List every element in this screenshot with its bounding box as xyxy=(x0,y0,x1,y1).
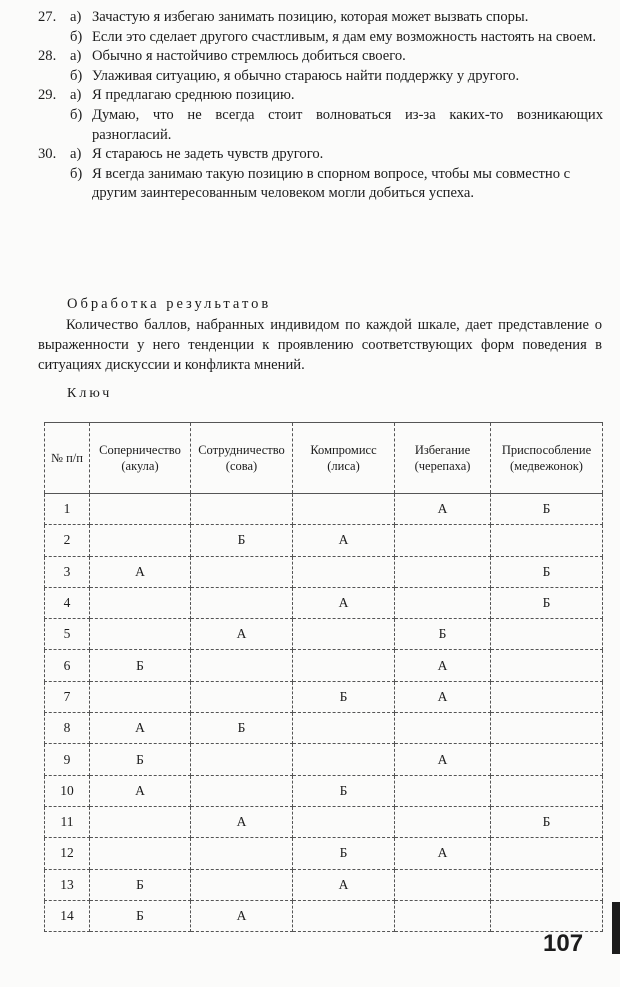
table-cell xyxy=(395,587,491,618)
table-cell: А xyxy=(90,713,191,744)
table-cell xyxy=(395,869,491,900)
table-row xyxy=(45,869,603,900)
table-cell xyxy=(191,869,293,900)
table-row xyxy=(45,681,603,712)
option-label: а) xyxy=(70,9,82,25)
key-table-body xyxy=(45,494,603,932)
table-cell: Б xyxy=(293,838,395,869)
table-cell xyxy=(191,556,293,587)
table-row xyxy=(45,650,603,681)
table-cell: А xyxy=(191,806,293,837)
column-header: Соперничество (акула) xyxy=(90,423,191,494)
table-cell: Б xyxy=(90,869,191,900)
table-cell: Б xyxy=(491,806,603,837)
column-header: Избегание (черепаха) xyxy=(395,423,491,494)
option-label: а) xyxy=(70,87,82,104)
table-cell xyxy=(191,744,293,775)
table-row xyxy=(45,713,603,744)
key-table xyxy=(44,422,603,932)
table-cell xyxy=(395,525,491,556)
table-cell: Б xyxy=(191,713,293,744)
column-header: Приспособление (медвежонок) xyxy=(491,423,603,494)
table-cell xyxy=(491,681,603,712)
table-row xyxy=(45,900,603,931)
table-cell xyxy=(90,494,191,525)
table-cell: Б xyxy=(395,619,491,650)
row-number-cell: 1 xyxy=(45,494,90,525)
table-cell xyxy=(395,556,491,587)
row-number-cell: 3 xyxy=(45,556,90,587)
section-paragraph: Количество баллов, набранных индивидом по каждой шкале, дает представление о выраженности у него тенденции к проявлению соответствующих форм поведения в ситуациях дискуссии и конфликта мнений. xyxy=(38,317,602,373)
table-cell: А xyxy=(293,587,395,618)
option-a-text: Я стараюсь не задеть чувств другого. xyxy=(92,146,324,163)
question-number: 29. xyxy=(38,87,57,104)
table-cell xyxy=(293,650,395,681)
table-cell xyxy=(395,806,491,837)
table-cell: А xyxy=(395,681,491,712)
table-row xyxy=(45,838,603,869)
row-number-cell: 9 xyxy=(45,744,90,775)
table-cell xyxy=(191,650,293,681)
row-number-cell: 12 xyxy=(45,838,90,869)
table-row xyxy=(45,744,603,775)
row-number-cell: 8 xyxy=(45,713,90,744)
row-number-cell: 5 xyxy=(45,619,90,650)
table-cell xyxy=(491,713,603,744)
option-a-text: Зачастую я избегаю занимать позицию, которая может вызвать споры. xyxy=(92,9,529,25)
table-cell xyxy=(491,619,603,650)
table-cell: А xyxy=(395,838,491,869)
question-29 xyxy=(38,86,603,145)
option-label: б) xyxy=(70,67,83,84)
option-b-text: Думаю, что не всегда стоит волноваться из-за каких-то возникающих разногласий. xyxy=(92,106,603,143)
row-number-cell: 13 xyxy=(45,869,90,900)
questions-list xyxy=(38,8,603,204)
key-title: Ключ xyxy=(67,386,113,401)
table-cell xyxy=(491,744,603,775)
question-28 xyxy=(38,47,603,86)
option-b-text: Если это сделает другого счастливым, я дам ему возможность настоять на своем. xyxy=(92,28,597,45)
question-number: 28. xyxy=(38,48,57,65)
question-number: 30. xyxy=(38,146,57,163)
table-cell xyxy=(191,838,293,869)
table-cell xyxy=(491,775,603,806)
table-cell xyxy=(491,525,603,556)
table-cell: А xyxy=(90,775,191,806)
option-b-text: Улаживая ситуацию, я обычно стараюсь найти поддержку у другого. xyxy=(92,67,520,84)
table-cell xyxy=(293,494,395,525)
table-row xyxy=(45,806,603,837)
table-cell: А xyxy=(293,525,395,556)
table-cell: Б xyxy=(293,775,395,806)
key-table-header xyxy=(45,423,603,494)
option-a-text: Я предлагаю среднюю позицию. xyxy=(92,87,295,104)
table-cell xyxy=(491,650,603,681)
column-header: № п/п xyxy=(45,423,90,494)
page-number: 107 xyxy=(543,930,584,957)
table-cell xyxy=(191,681,293,712)
table-cell xyxy=(293,806,395,837)
table-cell xyxy=(90,806,191,837)
table-cell xyxy=(90,681,191,712)
option-b-text: Я всегда занимаю такую позицию в спорном вопросе, чтобы мы совместно с другим заинтересованным человеком могли добиться успеха. xyxy=(92,165,571,202)
table-cell xyxy=(395,900,491,931)
table-cell xyxy=(90,619,191,650)
row-number-cell: 10 xyxy=(45,775,90,806)
table-cell: Б xyxy=(191,525,293,556)
table-cell xyxy=(293,900,395,931)
table-cell: А xyxy=(191,900,293,931)
table-cell xyxy=(191,494,293,525)
option-a-text: Обычно я настойчиво стремлюсь добиться своего. xyxy=(92,48,406,65)
row-number-cell: 4 xyxy=(45,587,90,618)
table-cell: Б xyxy=(491,587,603,618)
table-cell: А xyxy=(191,619,293,650)
option-label: а) xyxy=(70,48,82,65)
column-header: Сотрудничество (сова) xyxy=(191,423,293,494)
section-title: Обработка результатов xyxy=(67,296,272,312)
table-row xyxy=(45,556,603,587)
table-cell xyxy=(293,556,395,587)
table-cell: А xyxy=(90,556,191,587)
table-cell: А xyxy=(395,744,491,775)
table-cell: А xyxy=(395,494,491,525)
table-cell: А xyxy=(395,650,491,681)
table-row xyxy=(45,587,603,618)
row-number-cell: 2 xyxy=(45,525,90,556)
table-cell: Б xyxy=(90,650,191,681)
table-cell: А xyxy=(293,869,395,900)
table-cell xyxy=(293,713,395,744)
option-label: б) xyxy=(70,106,83,123)
page-edge-marker xyxy=(612,902,620,954)
table-cell xyxy=(395,713,491,744)
table-cell xyxy=(491,838,603,869)
table-cell: Б xyxy=(90,744,191,775)
table-cell xyxy=(395,775,491,806)
table-cell: Б xyxy=(293,681,395,712)
table-row xyxy=(45,525,603,556)
row-number-cell: 7 xyxy=(45,681,90,712)
row-number-cell: 14 xyxy=(45,900,90,931)
table-cell xyxy=(191,587,293,618)
question-27 xyxy=(38,8,603,47)
table-cell xyxy=(293,744,395,775)
table-cell xyxy=(293,619,395,650)
table-cell xyxy=(491,900,603,931)
table-cell: Б xyxy=(90,900,191,931)
table-cell xyxy=(90,838,191,869)
table-cell xyxy=(90,525,191,556)
row-number-cell: 6 xyxy=(45,650,90,681)
option-label: а) xyxy=(70,146,82,163)
table-row xyxy=(45,494,603,525)
table-cell: Б xyxy=(491,556,603,587)
table-cell xyxy=(191,775,293,806)
table-cell: Б xyxy=(491,494,603,525)
column-header: Компромисс (лиса) xyxy=(293,423,395,494)
option-label: б) xyxy=(70,165,83,182)
table-cell xyxy=(90,587,191,618)
option-label: б) xyxy=(70,28,83,45)
row-number-cell: 11 xyxy=(45,806,90,837)
table-row xyxy=(45,619,603,650)
question-number: 27. xyxy=(38,9,57,25)
question-30 xyxy=(38,145,603,204)
table-row xyxy=(45,775,603,806)
table-cell xyxy=(491,869,603,900)
